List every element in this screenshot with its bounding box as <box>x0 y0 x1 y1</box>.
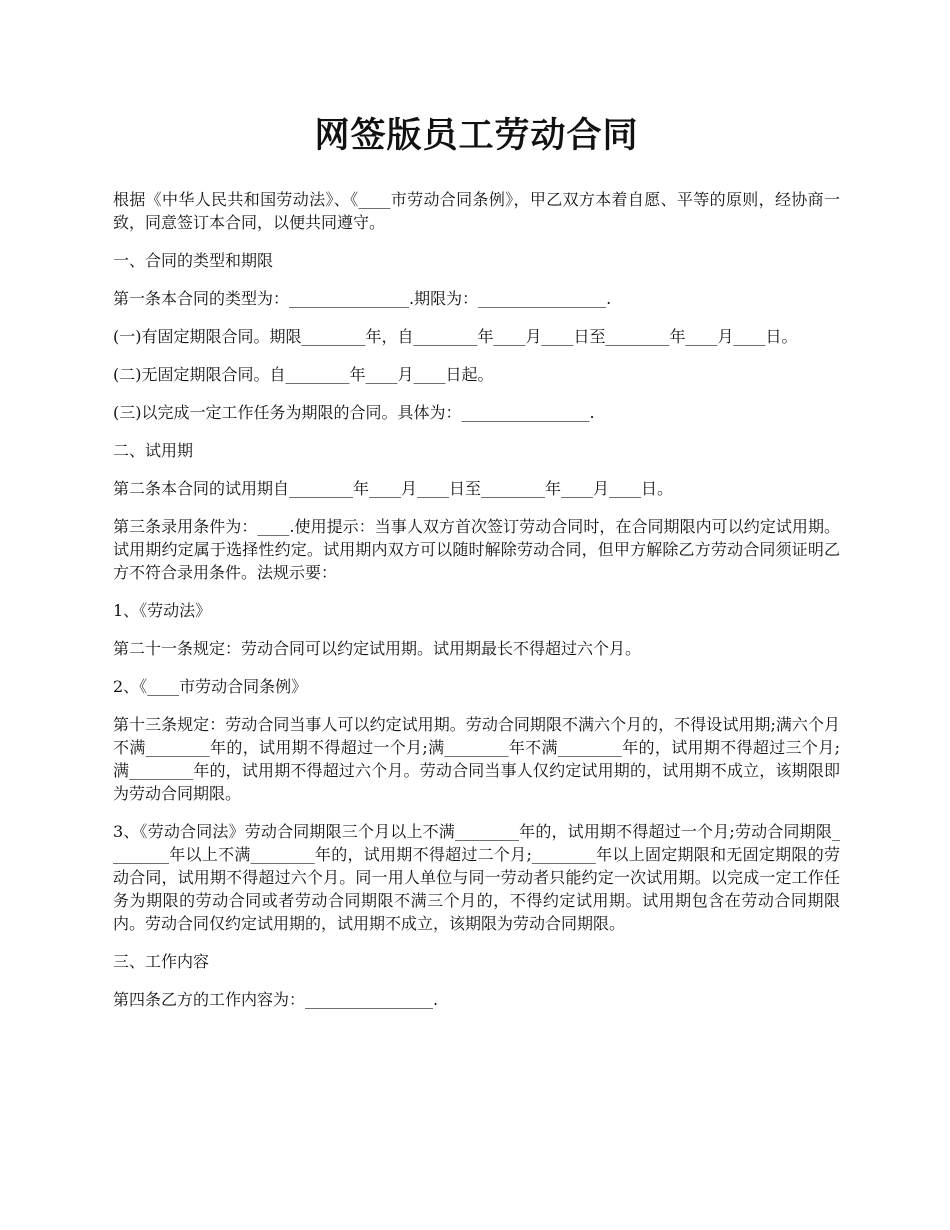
law-reference-3-paragraph: 3、《劳动合同法》劳动合同期限三个月以上不满________年的，试用期不得超过一个月;劳动合同期限________年以上不满________年的，试用期不得超过二个月;________年以上固定期限和无固定期限的劳动合同，试用期不得超过六个月。同一用人单位与同一劳动者只能约定一次试用期。以完成一定工作任务为期限的劳动合同或者劳动合同期限不满三个月的，不得约定试用期。试用期包含在劳动合同期限内。劳动合同仅约定试用期的，试用期不成立，该期限为劳动合同期限。 <box>113 822 840 933</box>
article-1-paragraph: 第一条本合同的类型为：_______________.期限为：________________. <box>113 289 612 308</box>
article-2-paragraph: 第二条本合同的试用期自________年____月____日至________年____月____日。 <box>113 479 674 498</box>
law-reference-2: 2、《____市劳动合同条例》 <box>113 677 308 696</box>
document-page <box>113 112 840 1026</box>
document-title: 网签版员工劳动合同 <box>314 115 639 156</box>
section-heading-contract-type: 一、合同的类型和期限 <box>113 251 274 270</box>
task-term-paragraph: (三)以完成一定工作任务为期限的合同。具体为：________________. <box>113 403 595 422</box>
article-21-paragraph: 第二十一条规定：劳动合同可以约定试用期。试用期最长不得超过六个月。 <box>113 639 642 658</box>
section-heading-work-content: 三、工作内容 <box>113 952 210 971</box>
article-13-paragraph: 第十三条规定：劳动合同当事人可以约定试用期。劳动合同期限不满六个月的，不得设试用期;满六个月不满________年的，试用期不得超过一个月;满________年不满________年的，试用期不得超过三个月;满________年的，试用期不得超过六个月。劳动合同当事人仅约定试用期的，试用期不成立，该期限即为劳动合同期限。 <box>113 715 840 803</box>
article-3-paragraph: 第三条录用条件为：____.使用提示：当事人双方首次签订劳动合同时，在合同期限内可以约定试用期。试用期约定属于选择性约定。试用期内双方可以随时解除劳动合同，但甲方解除乙方劳动合同须证明乙方不符合录用条件。法规示要： <box>113 517 840 582</box>
law-reference-1: 1、《劳动法》 <box>113 601 212 620</box>
open-term-paragraph: (二)无固定期限合同。自________年____月____日起。 <box>113 365 494 384</box>
fixed-term-paragraph: (一)有固定期限合同。期限________年，自________年____月____日至________年____月____日。 <box>113 327 798 346</box>
preamble-paragraph: 根据《中华人民共和国劳动法》、《____市劳动合同条例》，甲乙双方本着自愿、平等的原则，经协商一致，同意签订本合同，以便共同遵守。 <box>113 190 840 232</box>
article-4-paragraph: 第四条乙方的工作内容为：________________. <box>113 990 439 1009</box>
section-heading-probation: 二、试用期 <box>113 441 194 460</box>
